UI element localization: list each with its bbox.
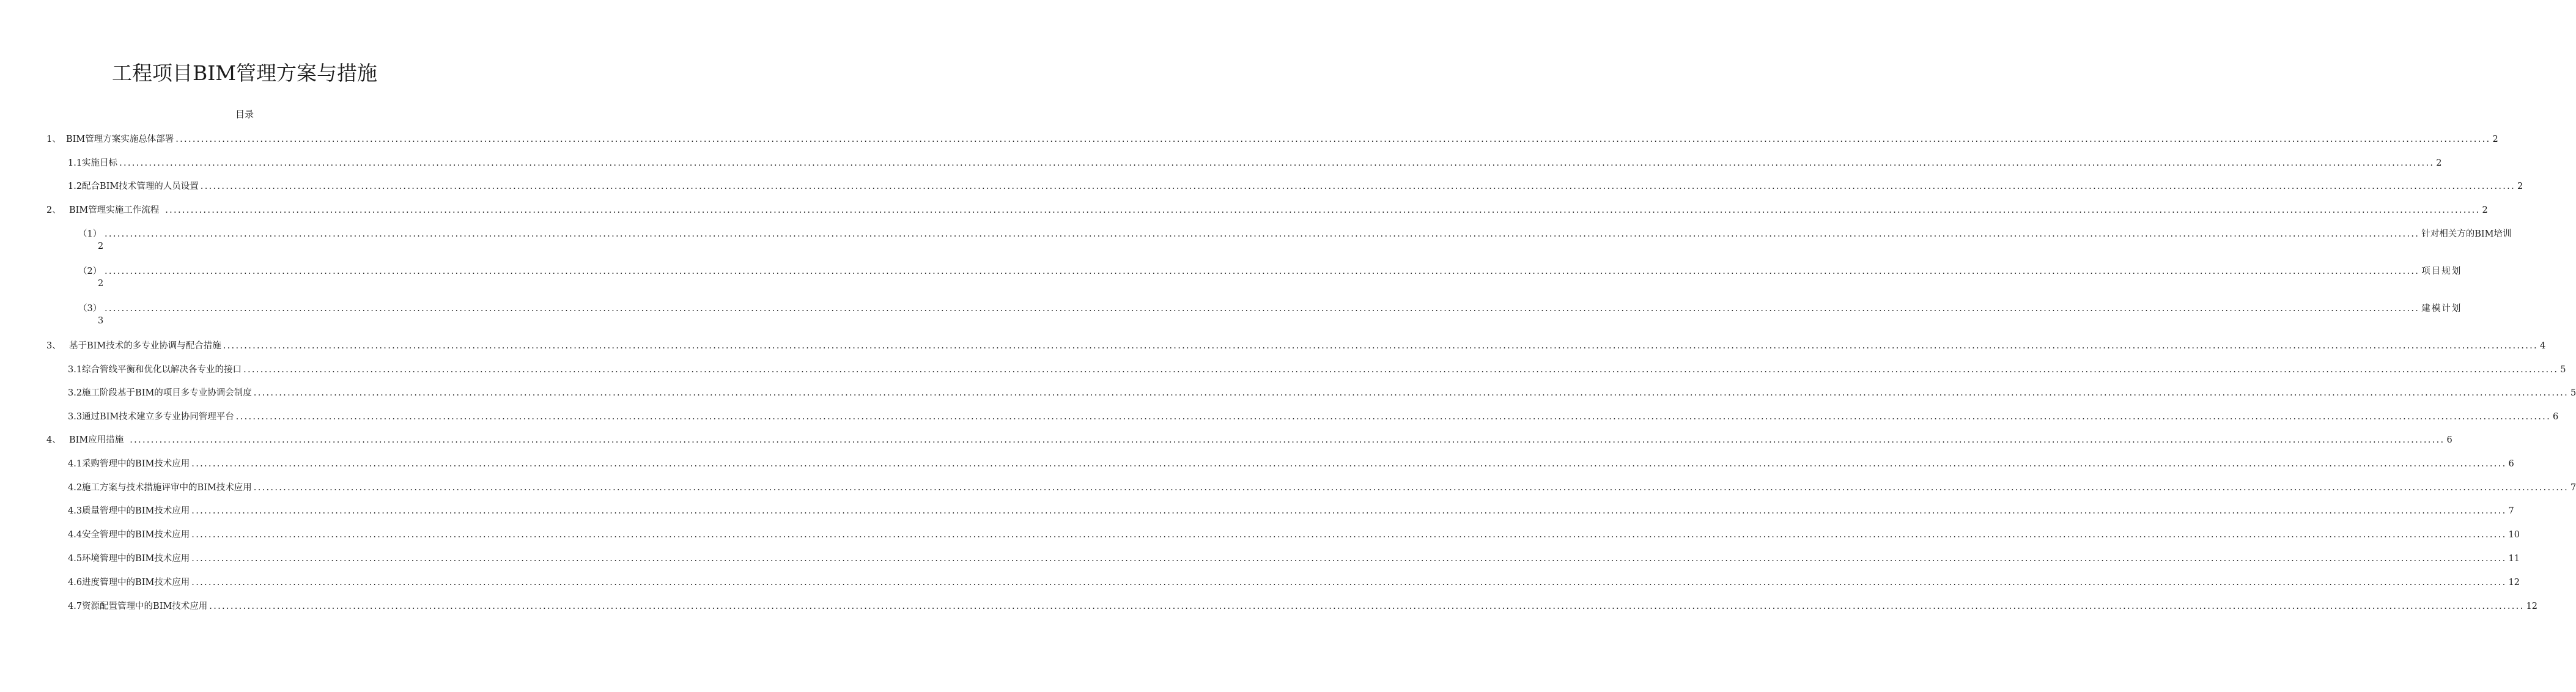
toc-entry[interactable]: [68, 410, 2559, 423]
toc-entry-page: 2: [98, 279, 104, 289]
toc-entry-page: 2: [2482, 205, 2488, 215]
toc-leader-dots: ....................................................................................................................................................................................................................................................................................................................................................................................................................................................................................................................................................................: [105, 304, 2420, 314]
toc-entry-label: 4.7资源配置管理中的BIM技术应用: [68, 602, 208, 611]
toc-entry[interactable]: [68, 599, 2537, 613]
toc-entry[interactable]: [46, 203, 2488, 216]
toc-entry-label: 针对相关方的BIM培训: [2421, 229, 2512, 239]
toc-entry-page: 12: [2526, 602, 2537, 611]
toc-entry-number: （2）: [78, 267, 102, 276]
toc-entry-label: 4.6进度管理中的BIM技术应用: [68, 578, 190, 587]
toc-entry[interactable]: [78, 264, 2462, 278]
toc-leader-dots: ....................................................................................................................................................................................................................................................................................................................................................................................................................................................................................................................................................................: [191, 459, 2507, 469]
toc-entry[interactable]: [68, 386, 2576, 399]
toc-leader-dots: ....................................................................................................................................................................................................................................................................................................................................................................................................................................................................................................................................................................: [119, 158, 2435, 168]
toc-entry-page: 2: [2492, 134, 2498, 144]
toc-entry[interactable]: [68, 504, 2514, 517]
toc-entry-label: 4.4安全管理中的BIM技术应用: [68, 530, 190, 540]
toc-leader-dots: ....................................................................................................................................................................................................................................................................................................................................................................................................................................................................................................................................................................: [191, 578, 2507, 587]
toc-entry[interactable]: [68, 156, 2442, 169]
toc-entry-label: 基于BIM技术的多专业协调与配合措施: [69, 341, 221, 351]
toc-entry-number: （1）: [78, 229, 102, 239]
toc-entry-label: 1.2配合BIM技术管理的人员设置: [68, 182, 199, 191]
toc-leader-dots: ....................................................................................................................................................................................................................................................................................................................................................................................................................................................................................................................................................................: [235, 412, 2551, 422]
toc-entry[interactable]: [68, 480, 2576, 494]
toc-entry[interactable]: [78, 227, 2512, 240]
toc-entry[interactable]: [68, 363, 2566, 376]
toc-heading: 目录: [235, 109, 254, 120]
toc-entry-label: 4.3质量管理中的BIM技术应用: [68, 506, 190, 516]
toc-entry[interactable]: [68, 528, 2520, 541]
toc-entry-number: （3）: [78, 304, 102, 314]
toc-leader-dots: ....................................................................................................................................................................................................................................................................................................................................................................................................................................................................................................................................................................: [105, 229, 2420, 239]
toc-entry-label: BIM应用措施: [69, 435, 124, 445]
toc-leader-dots: ....................................................................................................................................................................................................................................................................................................................................................................................................................................................................................................................................................................: [130, 435, 2445, 445]
toc-entry-label: 4.2施工方案与技术措施评审中的BIM技术应用: [68, 483, 252, 493]
toc-leader-dots: ....................................................................................................................................................................................................................................................................................................................................................................................................................................................................................................................................................................: [175, 134, 2491, 144]
toc-entry-page: 6: [2553, 412, 2559, 422]
toc-leader-dots: ....................................................................................................................................................................................................................................................................................................................................................................................................................................................................................................................................................................: [191, 506, 2507, 516]
toc-leader-dots: ....................................................................................................................................................................................................................................................................................................................................................................................................................................................................................................................................................................: [191, 530, 2507, 540]
toc-entry[interactable]: [68, 457, 2514, 470]
toc-entry[interactable]: [68, 179, 2523, 193]
toc-entry-page: 5: [2570, 388, 2576, 398]
toc-entry-page: 5: [2560, 365, 2566, 375]
toc-entry-page: 3: [98, 316, 104, 326]
toc-entry-label: 3.1综合管线平衡和优化以解决各专业的接口: [68, 365, 242, 375]
toc-entry-label: 建模计划: [2421, 304, 2462, 314]
toc-leader-dots: ....................................................................................................................................................................................................................................................................................................................................................................................................................................................................................................................................................................: [253, 388, 2569, 398]
toc-leader-dots: ....................................................................................................................................................................................................................................................................................................................................................................................................................................................................................................................................................................: [200, 182, 2515, 191]
toc-entry-label: 3.2施工阶段基于BIM的项目多专业协调会制度: [68, 388, 252, 398]
toc-leader-dots: ....................................................................................................................................................................................................................................................................................................................................................................................................................................................................................................................................................................: [165, 205, 2481, 215]
toc-entry-page: 6: [2508, 459, 2514, 469]
document-title: 工程项目BIM管理方案与措施: [111, 61, 378, 85]
toc-leader-dots: ....................................................................................................................................................................................................................................................................................................................................................................................................................................................................................................................................................................: [223, 341, 2538, 351]
toc-entry-label: 项目规划: [2421, 267, 2462, 276]
toc-entry-number: 2、: [46, 205, 61, 215]
toc-entry-page: 2: [2517, 182, 2523, 191]
toc-entry-page: 10: [2508, 530, 2520, 540]
toc-leader-dots: ....................................................................................................................................................................................................................................................................................................................................................................................................................................................................................................................................................................: [191, 554, 2507, 564]
toc-entry-label: BIM管理实施工作流程: [69, 205, 160, 215]
toc-entry[interactable]: [78, 301, 2462, 315]
toc-entry[interactable]: [46, 132, 2498, 145]
toc-entry-page: 7: [2508, 506, 2514, 516]
toc-entry-page: 12: [2508, 578, 2520, 587]
toc-entry-label: 4.5环境管理中的BIM技术应用: [68, 554, 190, 564]
toc-entry-page: 7: [2570, 483, 2576, 493]
toc-leader-dots: ....................................................................................................................................................................................................................................................................................................................................................................................................................................................................................................................................................................: [105, 267, 2420, 276]
toc-leader-dots: ....................................................................................................................................................................................................................................................................................................................................................................................................................................................................................................................................................................: [243, 365, 2559, 375]
toc-entry-number: 3、: [46, 341, 61, 351]
toc-entry-page: 11: [2508, 554, 2520, 564]
toc-leader-dots: ....................................................................................................................................................................................................................................................................................................................................................................................................................................................................................................................................................................: [253, 483, 2569, 493]
toc-entry-number: 1、: [46, 134, 61, 144]
toc-entry-page: 2: [2436, 158, 2442, 168]
toc-entry-page: 2: [98, 241, 104, 251]
toc-entry[interactable]: [46, 433, 2452, 446]
toc-leader-dots: ....................................................................................................................................................................................................................................................................................................................................................................................................................................................................................................................................................................: [209, 602, 2525, 611]
toc-entry-page: 6: [2446, 435, 2452, 445]
toc-entry-page: 4: [2539, 341, 2546, 351]
toc-entry-label: 3.3通过BIM技术建立多专业协同管理平台: [68, 412, 234, 422]
toc-entry[interactable]: [68, 551, 2520, 565]
toc-entry[interactable]: [46, 339, 2546, 352]
toc-entry-label: 1.1实施目标: [68, 158, 118, 168]
toc-entry-label: 4.1采购管理中的BIM技术应用: [68, 459, 190, 469]
toc-entry-label: BIM管理方案实施总体部署: [66, 134, 174, 144]
toc-entry[interactable]: [68, 575, 2520, 589]
toc-entry-number: 4、: [46, 435, 61, 445]
